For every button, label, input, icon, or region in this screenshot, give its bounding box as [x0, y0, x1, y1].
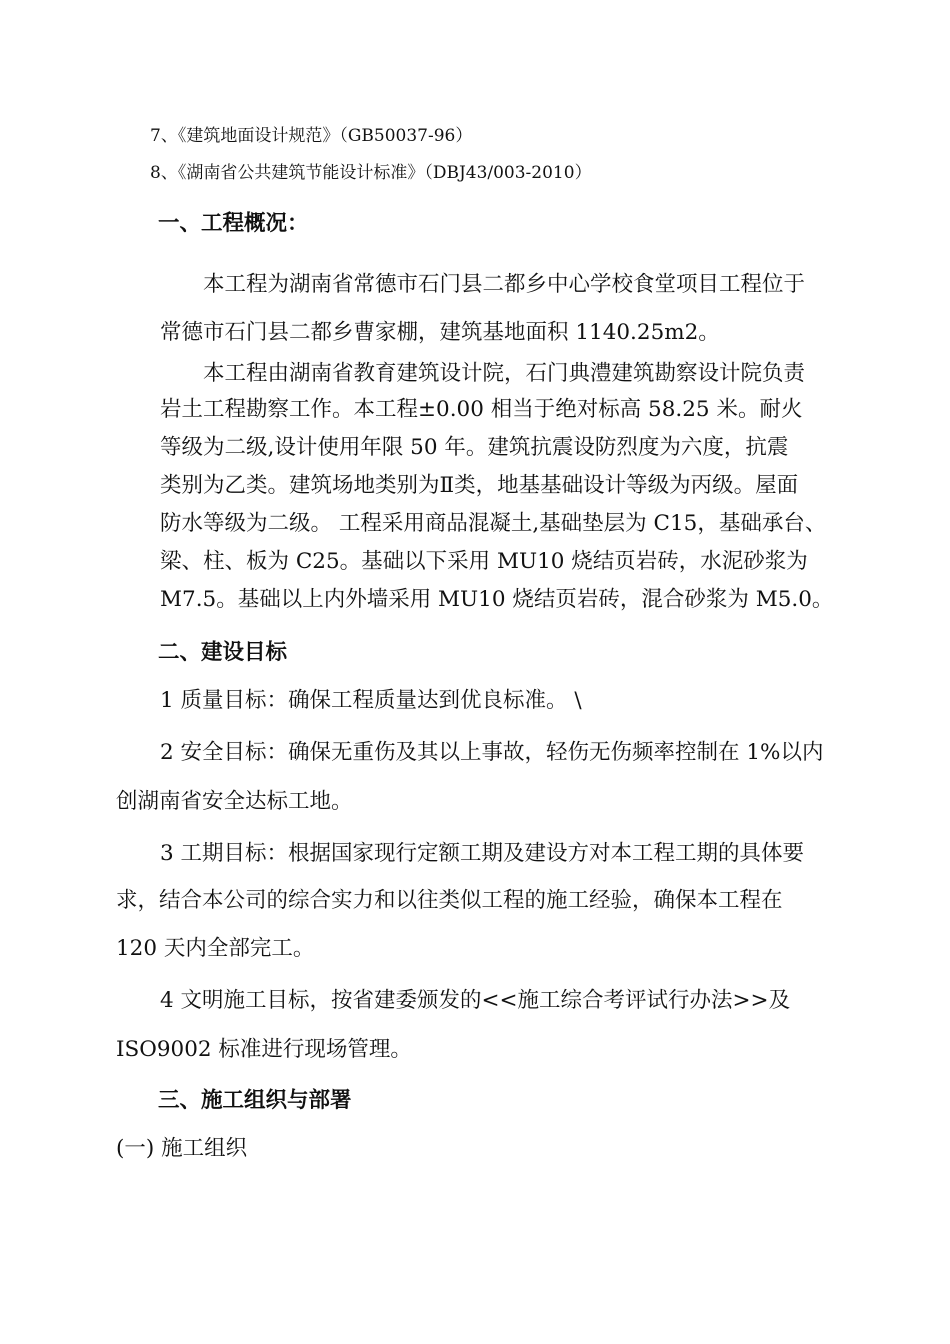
paragraph-line: 本工程由湖南省教育建筑设计院，石门典澧建筑勘察设计院负责	[203, 361, 806, 386]
paragraph-line: 本工程为湖南省常德市石门县二都乡中心学校食堂项目工程位于	[203, 272, 806, 297]
goal-safety-line: 2 安全目标：确保无重伤及其以上事故，轻伤无伤频率控制在 1%以内	[160, 740, 824, 765]
reference-item-7: 7、《建筑地面设计规范》（GB50037-96）	[150, 126, 473, 146]
reference-item-8: 8、《湖南省公共建筑节能设计标准》（DBJ43/003-2010）	[150, 163, 592, 183]
paragraph-line: 等级为二级,设计使用年限 50 年。建筑抗震设防烈度为六度，抗震	[160, 435, 789, 460]
goal-schedule-line: 3 工期目标：根据国家现行定额工期及建设方对本工程工期的具体要	[160, 841, 805, 866]
goal-civilized-line: 4 文明施工目标，按省建委颁发的<<施工综合考评试行办法>>及	[160, 988, 791, 1013]
goal-schedule-line: 求，结合本公司的综合实力和以往类似工程的施工经验，确保本工程在	[116, 888, 783, 913]
paragraph-line: 常德市石门县二都乡曹家棚，建筑基地面积 1140.25m2。	[160, 320, 720, 345]
goal-civilized-line: ISO9002 标准进行现场管理。	[116, 1037, 412, 1062]
section-heading-organization: 三、施工组织与部署	[158, 1088, 352, 1113]
goal-schedule-line: 120 天内全部完工。	[116, 936, 315, 961]
subsection-heading: (一) 施工组织	[116, 1136, 248, 1161]
goal-quality: 1 质量目标：确保工程质量达到优良标准。 \	[160, 688, 582, 713]
paragraph-line: 类别为乙类。建筑场地类别为Ⅱ类，地基基础设计等级为丙级。屋面	[160, 473, 799, 498]
paragraph-line: 岩土工程勘察工作。本工程±0.00 相当于绝对标高 58.25 米。耐火	[160, 397, 803, 422]
section-heading-goals: 二、建设目标	[158, 640, 288, 665]
goal-safety-line: 创湖南省安全达标工地。	[116, 789, 353, 814]
paragraph-line: 梁、柱、板为 C25。基础以下采用 MU10 烧结页岩砖，水泥砂浆为	[160, 549, 808, 574]
paragraph-line: 防水等级为二级。 工程采用商品混凝土,基础垫层为 C15，基础承台、	[160, 511, 827, 536]
paragraph-line: M7.5。基础以上内外墙采用 MU10 烧结页岩砖，混合砂浆为 M5.0。	[160, 587, 834, 612]
section-heading-overview: 一、工程概况：	[158, 211, 309, 236]
